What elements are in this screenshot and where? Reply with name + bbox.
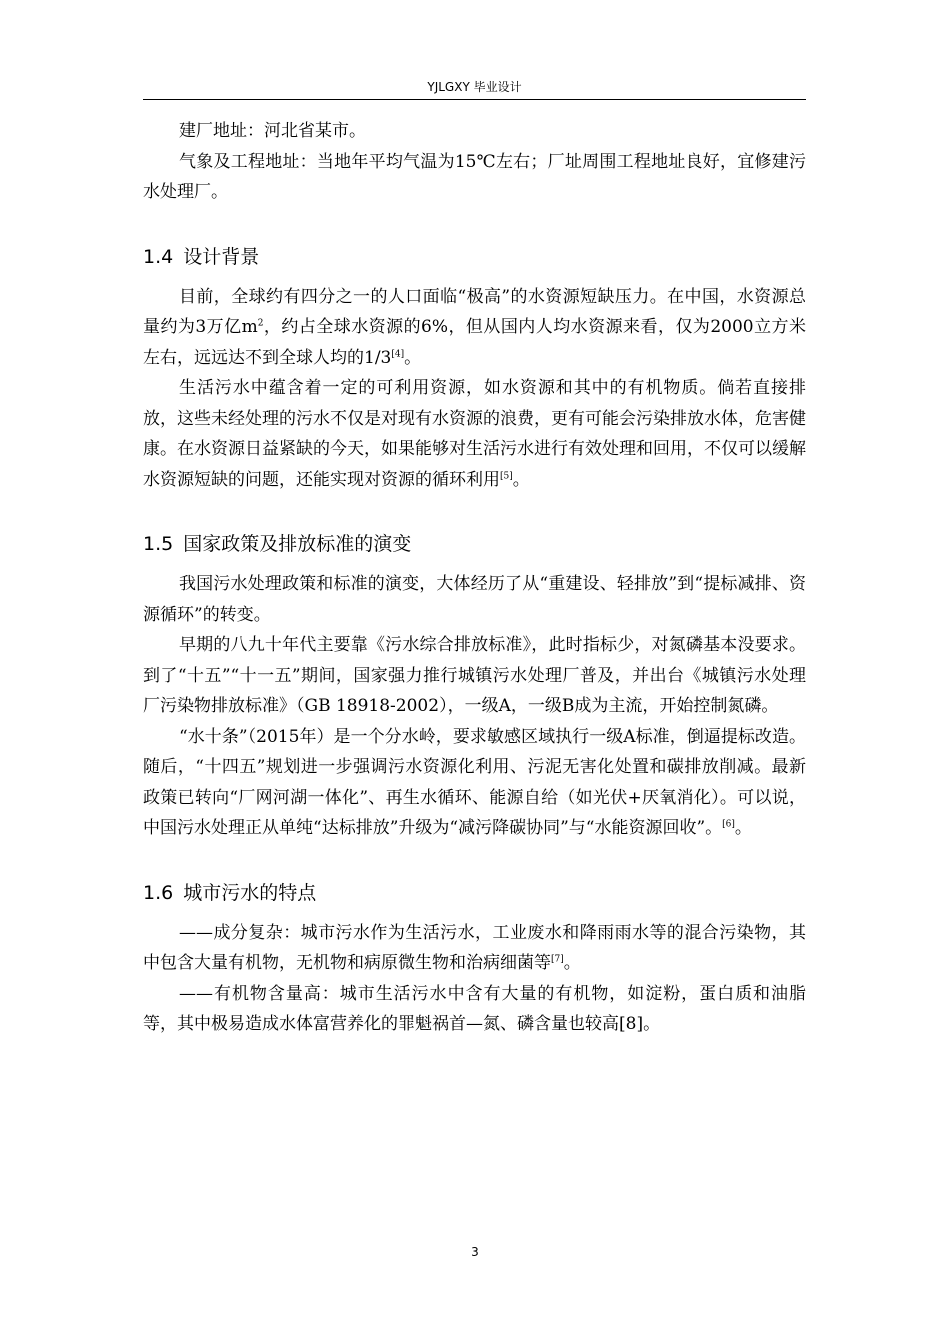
section-number: 1.6 (143, 881, 174, 904)
document-body (143, 116, 806, 1040)
paragraph-site-address: 建厂地址：河北省某市。 (179, 121, 366, 141)
section-title: 国家政策及排放标准的演变 (183, 533, 412, 555)
paragraph-organic-content: ——有机物含量高：城市生活污水中含有大量的有机物，如淀粉，蛋白质和油脂等，其中极易造成水体富营养化的罪魁祸首—氮、磷含量也较高[8]。 (143, 983, 806, 1034)
section-number: 1.5 (143, 533, 174, 555)
header-rule (143, 99, 806, 100)
section-title: 设计背景 (183, 245, 260, 268)
paragraph-climate: 气象及工程地址：当地年平均气温为15℃左右；厂址周围工程地址良好，宜修建污水处理厂。 (143, 151, 806, 202)
section-title: 城市污水的特点 (183, 881, 317, 904)
paragraph-sewage-resources: 生活污水中蕴含着一定的可利用资源，如水资源和其中的有机物质。倘若直接排放，这些未经处理的污水不仅是对现有水资源的浪费，更有可能会污染排放水体，危害健康。在水资源日益紧缺的今天，如果能够对生活污水进行有效处理和回用，不仅可以缓解水资源短缺的问题，还能实现对资源的循环利用[5]。 (143, 378, 806, 490)
paragraph-complex-composition: ——成分复杂：城市污水作为生活污水，工业废水和降雨雨水等的混合污染物，其中包含大量有机物，无机物和病原微生物和治病细菌等[7]。 (143, 922, 806, 973)
paragraph-water-ten: “水十条”（2015年）是一个分水岭，要求敏感区域执行一级A标准，倒逼提标改造。随后，“十四五”规划进一步强调污水资源化利用、污泥无害化处置和碳排放削减。最新政策已转向“厂网河湖一体化”、再生水循环、能源自给（如光伏+厌氧消化）。可以说，中国污水处理正从单纯“达标排放”升级为“减污降碳协同”与“水能资源回收”。[6]。 (143, 726, 806, 838)
paragraph-early-standards: 早期的八九十年代主要靠《污水综合排放标准》，此时指标少，对氮磷基本没要求。到了“十五”“十一五”期间，国家强力推行城镇污水处理厂普及，并出台《城镇污水处理厂污染物排放标准》（GB 18918-2002），一级A，一级B成为主流，开始控制氮磷。 (143, 635, 806, 716)
section-number: 1.4 (143, 245, 174, 268)
citation: [4] (391, 348, 405, 359)
section-heading-1-6 (143, 878, 806, 908)
page-header: YJLGXY 毕业设计 (427, 80, 522, 94)
paragraph-policy-evolution: 我国污水处理政策和标准的演变，大体经历了从“重建设、轻排放”到“提标减排、资源循环”的转变。 (143, 574, 806, 625)
superscript: 2 (257, 318, 264, 329)
section-heading-1-5 (143, 529, 806, 559)
paragraph-water-scarcity: 目前，全球约有四分之一的人口面临“极高”的水资源短缺压力。在中国，水资源总量约为3万亿$m^2$，约占全球水资源的6%，但从国内人均水资源来看，仅为2000立方米左右，远远达不到全球人均的1/3[4]。 (143, 286, 807, 368)
citation: [6] (722, 819, 735, 830)
page-number: 3 (471, 1245, 479, 1259)
citation: [5] (500, 470, 513, 481)
citation: [7] (551, 954, 564, 965)
section-heading-1-4 (143, 242, 806, 272)
